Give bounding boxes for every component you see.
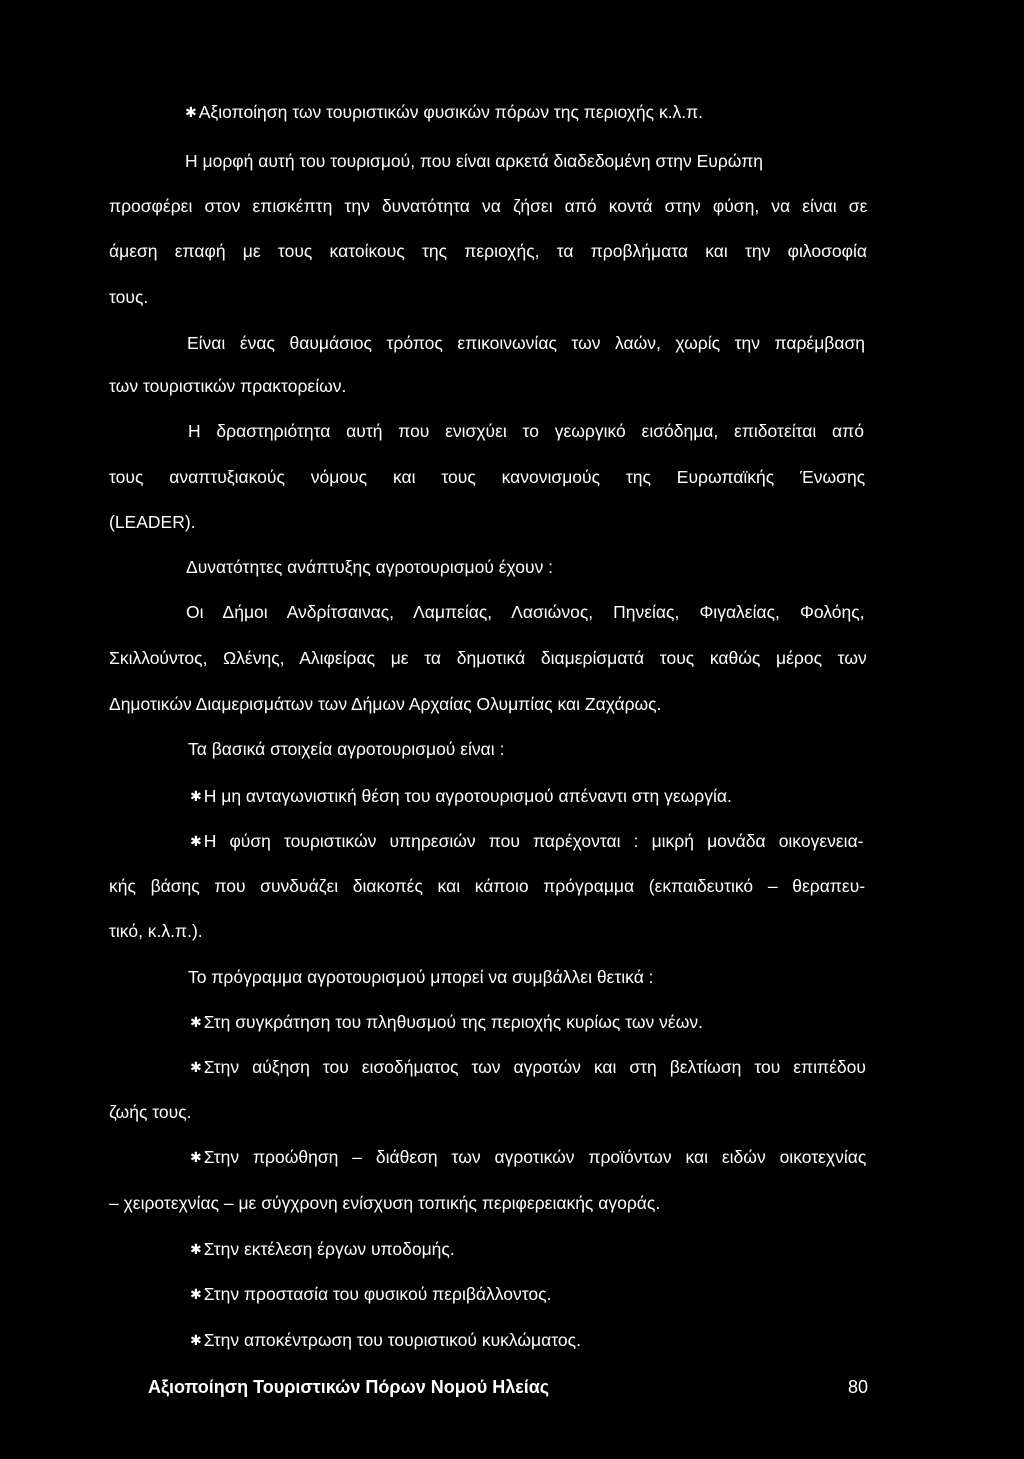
text-line	[109, 240, 867, 262]
line-text: προσφέρει στον επισκέπτη την δυνατότητα να ζήσει από κοντά στην φύση, να είναι σε	[109, 196, 868, 216]
bullet-line	[185, 101, 703, 123]
line-text: Δημοτικών Διαμερισμάτων των Δήμων Αρχαίας Ολυμπίας και Ζαχάρως.	[109, 694, 662, 714]
line-text: ζωής τους.	[109, 1102, 192, 1122]
line-text: Στη συγκράτηση του πληθυσμού της περιοχής κυρίως των νέων.	[203, 1012, 703, 1032]
bullet-line	[190, 1329, 581, 1351]
bullet-line	[190, 1283, 551, 1305]
line-text: άμεση επαφή με τους κατοίκους της περιοχής, τα προβλήματα και την φιλοσοφία	[109, 241, 867, 261]
line-text: – χειροτεχνίας – με σύγχρονη ενίσχυση τοπικής περιφερειακής αγοράς.	[109, 1193, 661, 1213]
line-text: Στην εκτέλεση έργων υποδομής.	[203, 1239, 455, 1259]
line-text: τους.	[109, 287, 149, 307]
text-line	[188, 966, 654, 988]
text-line	[109, 920, 203, 942]
text-line	[109, 875, 865, 897]
line-text: τικό, κ.λ.π.).	[109, 921, 203, 941]
text-line	[188, 738, 504, 760]
line-text: των τουριστικών πρακτορείων.	[109, 376, 347, 396]
bullet-line	[190, 1011, 703, 1033]
line-text: Δυνατότητες ανάπτυξης αγροτουρισμού έχουν :	[186, 557, 554, 577]
line-text: Στην προώθηση – διάθεση των αγροτικών προϊόντων και ειδών οικοτεχνίας	[203, 1147, 867, 1167]
line-text: Οι Δήμοι Ανδρίτσαινας, Λαμπείας, Λασιώνος, Πηνείας, Φιγαλείας, Φολόης,	[186, 602, 865, 622]
line-text: Τα βασικά στοιχεία αγροτουρισμού είναι :	[188, 739, 505, 759]
asterisk-bullet-icon: ✱	[190, 1059, 202, 1075]
asterisk-bullet-icon: ✱	[190, 1241, 202, 1257]
bullet-line	[190, 785, 732, 807]
text-line	[186, 601, 865, 623]
line-text: Η φύση τουριστικών υπηρεσιών που παρέχονται : μικρή μονάδα οικογενεια-	[203, 831, 864, 851]
text-line	[109, 195, 867, 217]
line-text: (LEADER).	[109, 512, 196, 532]
asterisk-bullet-icon: ✱	[190, 833, 202, 849]
asterisk-bullet-icon: ✱	[190, 1149, 202, 1165]
text-line	[109, 1101, 192, 1123]
bullet-line	[190, 1146, 866, 1168]
line-text: Σκιλλούντος, Ωλένης, Αλιφείρας με τα δημοτικά διαμερίσματά τους καθώς μέρος των	[109, 648, 867, 668]
line-text: τους αναπτυξιακούς νόμους και τους κανονισμούς της Ευρωπαϊκής Ένωσης	[109, 467, 866, 487]
line-text: Είναι ένας θαυμάσιος τρόπος επικοινωνίας των λαών, χωρίς την παρέμβαση	[187, 333, 866, 353]
line-text: κής βάσης που συνδυάζει διακοπές και κάποιο πρόγραμμα (εκπαιδευτικό – θεραπευ-	[109, 876, 866, 896]
bullet-line	[190, 1056, 866, 1078]
text-line	[109, 511, 196, 533]
asterisk-bullet-icon: ✱	[190, 1286, 202, 1302]
text-line	[187, 332, 865, 354]
text-line	[109, 286, 148, 308]
text-line	[185, 150, 763, 172]
line-text: Αξιοποίηση των τουριστικών φυσικών πόρων της περιοχής κ.λ.π.	[198, 102, 704, 122]
line-text: Στην προστασία του φυσικού περιβάλλοντος.	[203, 1284, 552, 1304]
asterisk-bullet-icon: ✱	[190, 1014, 202, 1030]
asterisk-bullet-icon: ✱	[190, 1332, 202, 1348]
bullet-line	[190, 1238, 455, 1260]
footer-title: Αξιοποίηση Τουριστικών Πόρων Νομού Ηλείας	[148, 1377, 550, 1397]
page-number: 80	[848, 1377, 869, 1397]
text-line	[109, 1192, 660, 1214]
line-text: Η μορφή αυτή του τουρισμού, που είναι αρκετά διαδεδομένη στην Ευρώπη	[185, 151, 763, 171]
line-text: Στην αποκέντρωση του τουριστικού κυκλώματος.	[203, 1330, 581, 1350]
line-text: Η μη ανταγωνιστική θέση του αγροτουρισμού απέναντι στη γεωργία.	[203, 786, 732, 806]
line-text: Το πρόγραμμα αγροτουρισμού μπορεί να συμβάλλει θετικά :	[188, 967, 654, 987]
line-text: Στην αύξηση του εισοδήματος των αγροτών και στη βελτίωση του επιπέδου	[203, 1057, 866, 1077]
text-line	[109, 466, 865, 488]
line-text: Η δραστηριότητα αυτή που ενισχύει το γεωργικό εισόδημα, επιδοτείται από	[188, 421, 864, 441]
text-line	[188, 420, 864, 442]
bullet-line	[190, 830, 864, 852]
asterisk-bullet-icon: ✱	[185, 104, 197, 120]
asterisk-bullet-icon: ✱	[190, 788, 202, 804]
text-line	[186, 556, 553, 578]
text-line	[109, 693, 661, 715]
text-line	[109, 647, 867, 669]
text-line	[109, 375, 346, 397]
